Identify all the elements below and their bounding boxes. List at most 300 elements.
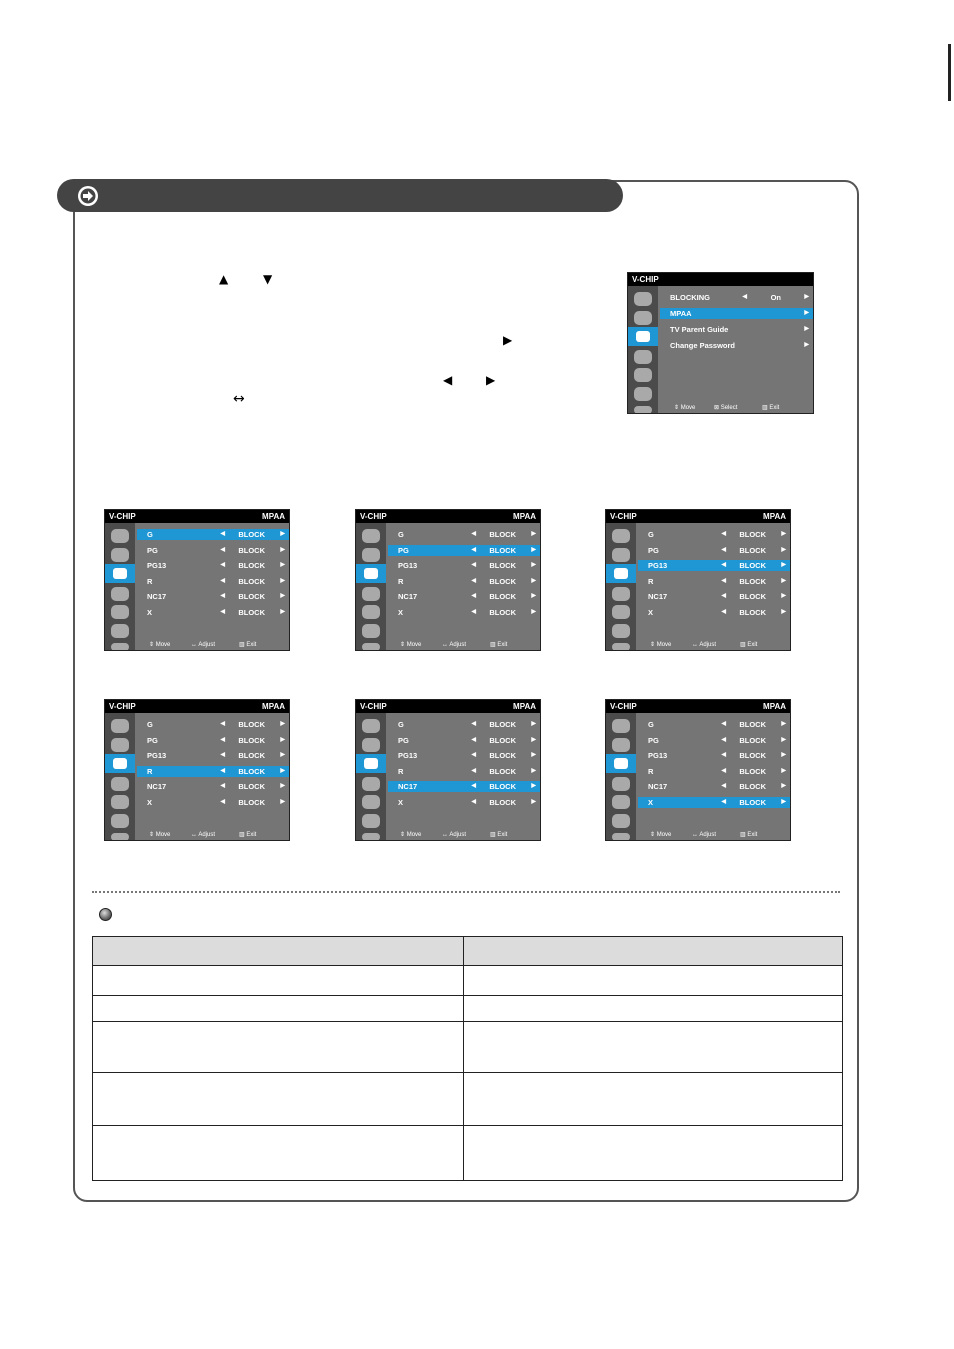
rating-value: BLOCK — [489, 545, 516, 555]
rating-label: X — [147, 607, 153, 617]
rating-row[interactable] — [137, 797, 289, 808]
left-arrow-icon: ◀ — [220, 798, 225, 805]
input-icon — [634, 387, 652, 401]
rating-row[interactable] — [388, 576, 540, 587]
rating-row[interactable] — [137, 735, 289, 746]
left-arrow-icon: ◀ — [721, 736, 726, 743]
right-arrow-icon: ▶ — [804, 310, 809, 316]
right-arrow-icon: ▶ — [781, 783, 786, 789]
channel-icon — [634, 350, 652, 364]
rating-row[interactable] — [137, 545, 289, 556]
left-arrow-icon: ◀ — [721, 546, 726, 553]
rating-value: BLOCK — [238, 592, 265, 601]
sound-icon — [111, 548, 129, 562]
right-arrow-icon: ▶ — [781, 608, 786, 615]
left-arrow-icon: ◀ — [721, 721, 726, 727]
right-arrow-icon: ▶ — [503, 333, 513, 347]
rating-row[interactable] — [388, 545, 540, 556]
left-arrow-icon: ◀ — [471, 752, 476, 758]
feature-icon — [612, 795, 630, 809]
rating-row[interactable] — [638, 797, 790, 808]
left-arrow-icon: ◀ — [721, 608, 726, 615]
rating-value: BLOCK — [489, 561, 516, 570]
osd-subtitle: MPAA — [763, 702, 786, 711]
table-row — [93, 1073, 843, 1126]
left-arrow-icon: ◀ — [471, 736, 476, 743]
rating-label: NC17 — [398, 592, 418, 601]
setup-wrench-icon — [628, 327, 658, 346]
rating-value: BLOCK — [489, 592, 516, 601]
rating-value: BLOCK — [238, 607, 265, 617]
rating-value: BLOCK — [739, 782, 766, 791]
sound-icon — [612, 738, 630, 752]
rating-label: G — [648, 530, 654, 539]
osd-side-icons — [606, 713, 636, 840]
osd-footer — [135, 830, 289, 840]
rating-label: NC17 — [648, 782, 668, 791]
left-arrow-icon: ◀ — [471, 798, 476, 805]
right-arrow-icon: ▶ — [280, 783, 285, 789]
osd-title: V-CHIP — [610, 702, 637, 711]
right-arrow-icon: ▶ — [781, 798, 786, 805]
rating-row[interactable] — [638, 529, 790, 540]
rating-row[interactable] — [638, 591, 790, 602]
rating-value: BLOCK — [739, 530, 766, 539]
section-divider — [92, 891, 840, 893]
arrow-circle-icon — [77, 185, 99, 207]
rating-row[interactable] — [388, 766, 540, 777]
adjust-hint: ↔ Adjust — [692, 832, 717, 838]
left-arrow-icon: ◀ — [220, 721, 225, 727]
rating-row[interactable] — [137, 560, 289, 571]
up-arrow-icon: ▲ — [219, 272, 229, 286]
left-arrow-icon: ◀ — [471, 593, 476, 599]
left-arrow-icon: ◀ — [721, 531, 726, 537]
right-arrow-icon: ▶ — [531, 577, 536, 584]
right-arrow-icon: ▶ — [781, 752, 786, 758]
right-arrow-icon: ▶ — [280, 798, 285, 805]
rating-value: BLOCK — [739, 720, 766, 729]
left-arrow-icon: ◀ — [471, 531, 476, 537]
rating-row[interactable] — [638, 735, 790, 746]
exit-hint: ▥ Exit — [490, 642, 508, 648]
rating-value: BLOCK — [238, 751, 265, 760]
setup-wrench-icon — [105, 754, 135, 773]
osd-subtitle: MPAA — [513, 512, 536, 521]
adjust-hint: ↔ Adjust — [442, 642, 467, 648]
input-icon — [362, 624, 380, 638]
right-arrow-icon: ▶ — [531, 608, 536, 615]
right-arrow-icon: ▶ — [781, 767, 786, 774]
osd-row[interactable] — [660, 324, 813, 335]
rating-value: BLOCK — [739, 592, 766, 601]
rating-value: BLOCK — [238, 720, 265, 729]
channel-icon — [111, 587, 129, 601]
osd-row[interactable] — [660, 292, 813, 303]
left-arrow-icon: ◀ — [220, 608, 225, 615]
exit-hint: ▥ Exit — [740, 832, 758, 838]
feature-icon — [634, 368, 652, 382]
input-icon — [612, 624, 630, 638]
rating-label: X — [648, 797, 654, 807]
rating-value: BLOCK — [489, 751, 516, 760]
move-hint: ⇕ Move — [650, 832, 672, 838]
note-bullet-icon — [99, 908, 112, 921]
right-arrow-icon: ▶ — [781, 531, 786, 537]
left-arrow-icon: ◀ — [721, 562, 726, 568]
feature-icon — [111, 795, 129, 809]
table-row — [93, 1022, 843, 1073]
osd-row-label: TV Parent Guide — [670, 325, 729, 334]
adjust-hint: ↔ Adjust — [191, 642, 216, 648]
osd-title-bar — [606, 700, 790, 713]
rating-row[interactable] — [638, 560, 790, 571]
rating-label: PG — [398, 545, 409, 555]
rating-row[interactable] — [638, 545, 790, 556]
rating-label: PG13 — [398, 561, 418, 570]
rating-label: NC17 — [147, 592, 167, 601]
osd-row[interactable] — [660, 340, 813, 351]
channel-icon — [612, 777, 630, 791]
right-arrow-icon: ▶ — [280, 593, 285, 599]
osd-title-bar — [606, 510, 790, 523]
exit-hint: ▥ Exit — [239, 642, 257, 648]
channel-icon — [612, 587, 630, 601]
rating-row[interactable] — [388, 797, 540, 808]
setup-wrench-icon — [105, 564, 135, 583]
osd-title-bar — [356, 510, 540, 523]
rating-label: G — [147, 720, 153, 729]
left-arrow-icon: ◀ — [471, 721, 476, 727]
rating-value: BLOCK — [739, 766, 766, 776]
extra-icon — [111, 833, 129, 841]
setup-wrench-icon — [356, 564, 386, 583]
rating-row[interactable] — [638, 719, 790, 730]
rating-row[interactable] — [137, 576, 289, 587]
exit-hint: ▥ Exit — [762, 405, 780, 411]
rating-label: PG — [648, 735, 659, 745]
right-arrow-icon: ▶ — [531, 562, 536, 568]
rating-table — [92, 936, 843, 1181]
mpaa-menu-x — [605, 699, 791, 841]
right-arrow-icon: ▶ — [531, 767, 536, 774]
rating-label: R — [147, 766, 153, 776]
osd-title-bar — [356, 700, 540, 713]
rating-label: PG13 — [147, 561, 167, 570]
feature-icon — [612, 605, 630, 619]
left-arrow-icon: ◀ — [471, 562, 476, 568]
rating-label: PG — [648, 545, 659, 555]
osd-row-selected[interactable] — [660, 308, 813, 319]
table-row — [93, 996, 843, 1022]
osd-title-bar — [628, 273, 813, 286]
rating-value: BLOCK — [739, 607, 766, 617]
rating-label: R — [648, 766, 654, 776]
rating-row[interactable] — [137, 607, 289, 618]
rating-row[interactable] — [388, 719, 540, 730]
osd-title: V-CHIP — [632, 275, 659, 284]
rating-label: X — [398, 607, 404, 617]
left-arrow-icon: ◀ — [220, 736, 225, 743]
sound-icon — [362, 548, 380, 562]
left-arrow-icon: ◀ — [220, 767, 225, 774]
rating-label: PG — [398, 735, 409, 745]
mpaa-menu-pg13 — [605, 509, 791, 651]
rating-row[interactable] — [638, 750, 790, 761]
move-hint: ⇕ Move — [674, 405, 696, 411]
right-arrow-icon: ▶ — [531, 783, 536, 789]
move-hint: ⇕ Move — [149, 832, 171, 838]
left-arrow-icon: ◀ — [471, 767, 476, 774]
osd-title-bar — [105, 510, 289, 523]
left-arrow-icon: ◀ — [220, 577, 225, 584]
left-arrow-icon: ◀ — [220, 531, 225, 537]
left-arrow-icon: ◀ — [443, 373, 453, 387]
right-arrow-icon: ▶ — [280, 531, 285, 537]
rating-row[interactable] — [137, 719, 289, 730]
rating-label: R — [398, 766, 404, 776]
exit-hint: ▥ Exit — [490, 832, 508, 838]
feature-icon — [111, 605, 129, 619]
rating-row[interactable] — [638, 766, 790, 777]
table-row — [93, 1126, 843, 1181]
left-arrow-icon: ◀ — [721, 767, 726, 774]
right-arrow-icon: ▶ — [280, 577, 285, 584]
osd-row-label: Change Password — [670, 341, 736, 350]
rating-value: BLOCK — [489, 530, 516, 539]
right-arrow-icon: ▶ — [531, 736, 536, 743]
channel-icon — [362, 587, 380, 601]
right-arrow-icon: ▶ — [804, 326, 809, 332]
osd-subtitle: MPAA — [262, 702, 285, 711]
rating-label: X — [648, 607, 654, 617]
rating-label: PG — [147, 545, 158, 555]
rating-row[interactable] — [388, 750, 540, 761]
osd-row-label: BLOCKING — [670, 293, 710, 302]
rating-row[interactable] — [388, 735, 540, 746]
left-arrow-icon: ◀ — [471, 783, 476, 789]
rating-value: BLOCK — [489, 735, 516, 745]
channel-icon — [111, 777, 129, 791]
rating-value: BLOCK — [739, 576, 766, 586]
feature-icon — [362, 605, 380, 619]
rating-value: BLOCK — [238, 545, 265, 555]
right-arrow-icon: ▶ — [781, 721, 786, 727]
picture-icon — [612, 719, 630, 733]
right-arrow-icon: ▶ — [280, 562, 285, 568]
extra-icon — [362, 643, 380, 651]
rating-label: PG13 — [398, 751, 418, 760]
osd-side-icons — [105, 523, 135, 650]
move-hint: ⇕ Move — [149, 642, 171, 648]
extra-icon — [634, 406, 652, 414]
osd-side-icons — [606, 523, 636, 650]
rating-label: X — [398, 797, 404, 807]
adjust-hint: ↔ Adjust — [191, 832, 216, 838]
rating-value: BLOCK — [739, 797, 766, 807]
rating-value: BLOCK — [739, 751, 766, 760]
sound-icon — [612, 548, 630, 562]
rating-row[interactable] — [388, 591, 540, 602]
rating-row[interactable] — [388, 529, 540, 540]
rating-label: R — [398, 576, 404, 586]
table-header-row — [93, 937, 843, 966]
rating-value: BLOCK — [489, 782, 516, 791]
left-arrow-icon: ◀ — [471, 577, 476, 584]
select-hint: ⊠ Select — [714, 405, 738, 411]
section-header — [57, 179, 623, 212]
osd-footer — [636, 830, 790, 840]
setup-wrench-icon — [356, 754, 386, 773]
picture-icon — [111, 529, 129, 543]
rating-label: PG13 — [648, 751, 668, 760]
osd-footer — [658, 403, 813, 413]
rating-label: NC17 — [147, 782, 167, 791]
rating-value: BLOCK — [489, 797, 516, 807]
osd-footer — [636, 640, 790, 650]
rating-row[interactable] — [388, 607, 540, 618]
osd-title: V-CHIP — [360, 512, 387, 521]
right-arrow-icon: ▶ — [531, 752, 536, 758]
rating-label: G — [398, 530, 404, 539]
left-arrow-icon: ◀ — [721, 798, 726, 805]
osd-footer — [135, 640, 289, 650]
rating-row[interactable] — [388, 560, 540, 571]
rating-label: R — [147, 576, 153, 586]
mpaa-menu-g — [104, 509, 290, 651]
sound-icon — [111, 738, 129, 752]
rating-row[interactable] — [638, 576, 790, 587]
right-arrow-icon: ▶ — [280, 736, 285, 743]
osd-title: V-CHIP — [360, 702, 387, 711]
left-arrow-icon: ◀ — [220, 546, 225, 553]
osd-side-icons — [356, 523, 386, 650]
osd-footer — [386, 640, 540, 650]
left-arrow-icon: ◀ — [471, 546, 476, 553]
osd-subtitle: MPAA — [763, 512, 786, 521]
sound-icon — [362, 738, 380, 752]
picture-icon — [634, 292, 652, 306]
left-arrow-icon: ◀ — [721, 783, 726, 789]
osd-footer — [386, 830, 540, 840]
extra-icon — [111, 643, 129, 651]
osd-side-icons — [356, 713, 386, 840]
right-arrow-icon: ▶ — [781, 577, 786, 584]
left-right-arrow-icon: ↔ — [233, 391, 245, 407]
sound-icon — [634, 311, 652, 325]
rating-row[interactable] — [137, 781, 289, 792]
rating-label: PG13 — [648, 561, 668, 570]
rating-row[interactable] — [638, 781, 790, 792]
right-arrow-icon: ▶ — [531, 546, 536, 553]
channel-icon — [362, 777, 380, 791]
input-icon — [111, 814, 129, 828]
rating-value: BLOCK — [238, 735, 265, 745]
input-icon — [111, 624, 129, 638]
page-edge-tab — [948, 44, 951, 101]
left-arrow-icon: ◀ — [471, 608, 476, 615]
rating-value: BLOCK — [238, 782, 265, 791]
right-arrow-icon: ▶ — [804, 342, 809, 348]
rating-value: BLOCK — [489, 766, 516, 776]
mpaa-menu-r — [104, 699, 290, 841]
left-arrow-icon: ◀ — [220, 783, 225, 789]
rating-value: BLOCK — [739, 545, 766, 555]
exit-hint: ▥ Exit — [740, 642, 758, 648]
rating-label: X — [147, 797, 153, 807]
rating-value: BLOCK — [238, 561, 265, 570]
left-arrow-icon: ◀ — [721, 593, 726, 599]
osd-title: V-CHIP — [109, 702, 136, 711]
input-icon — [612, 814, 630, 828]
right-arrow-icon: ▶ — [486, 373, 496, 387]
table-row — [93, 966, 843, 996]
move-hint: ⇕ Move — [400, 642, 422, 648]
picture-icon — [612, 529, 630, 543]
extra-icon — [612, 643, 630, 651]
setup-wrench-icon — [606, 564, 636, 583]
right-arrow-icon: ▶ — [781, 736, 786, 743]
rating-label: PG13 — [147, 751, 167, 760]
osd-side-icons — [105, 713, 135, 840]
rating-row[interactable] — [388, 781, 540, 792]
left-arrow-icon: ◀ — [220, 752, 225, 758]
rating-row[interactable] — [137, 591, 289, 602]
down-arrow-icon: ▼ — [263, 272, 273, 286]
rating-row[interactable] — [638, 607, 790, 618]
mpaa-menu-nc17 — [355, 699, 541, 841]
right-arrow-icon: ▶ — [280, 752, 285, 758]
rating-value: BLOCK — [238, 766, 265, 776]
rating-value: BLOCK — [739, 561, 766, 570]
rating-value: BLOCK — [238, 797, 265, 807]
rating-row[interactable] — [137, 750, 289, 761]
rating-label: G — [147, 530, 153, 539]
feature-icon — [362, 795, 380, 809]
rating-row[interactable] — [137, 766, 289, 777]
right-arrow-icon: ▶ — [531, 721, 536, 727]
move-hint: ⇕ Move — [400, 832, 422, 838]
left-arrow-icon: ◀ — [220, 562, 225, 568]
left-arrow-icon: ◀ — [721, 752, 726, 758]
mpaa-menu-pg — [355, 509, 541, 651]
rating-row[interactable] — [137, 529, 289, 540]
rating-value: BLOCK — [739, 735, 766, 745]
osd-title-bar — [105, 700, 289, 713]
input-icon — [362, 814, 380, 828]
osd-subtitle: MPAA — [262, 512, 285, 521]
right-arrow-icon: ▶ — [804, 294, 809, 300]
picture-icon — [362, 719, 380, 733]
exit-hint: ▥ Exit — [239, 832, 257, 838]
rating-value: BLOCK — [238, 576, 265, 586]
right-arrow-icon: ▶ — [781, 546, 786, 553]
right-arrow-icon: ▶ — [280, 546, 285, 553]
left-arrow-icon: ◀ — [220, 593, 225, 599]
right-arrow-icon: ▶ — [781, 562, 786, 568]
osd-title: V-CHIP — [610, 512, 637, 521]
rating-value: BLOCK — [489, 576, 516, 586]
rating-label: NC17 — [398, 782, 418, 791]
right-arrow-icon: ▶ — [531, 798, 536, 805]
rating-label: PG — [147, 735, 158, 745]
right-arrow-icon: ▶ — [280, 767, 285, 774]
rating-label: G — [398, 720, 404, 729]
rating-label: R — [648, 576, 654, 586]
move-hint: ⇕ Move — [650, 642, 672, 648]
rating-value: BLOCK — [489, 607, 516, 617]
picture-icon — [111, 719, 129, 733]
